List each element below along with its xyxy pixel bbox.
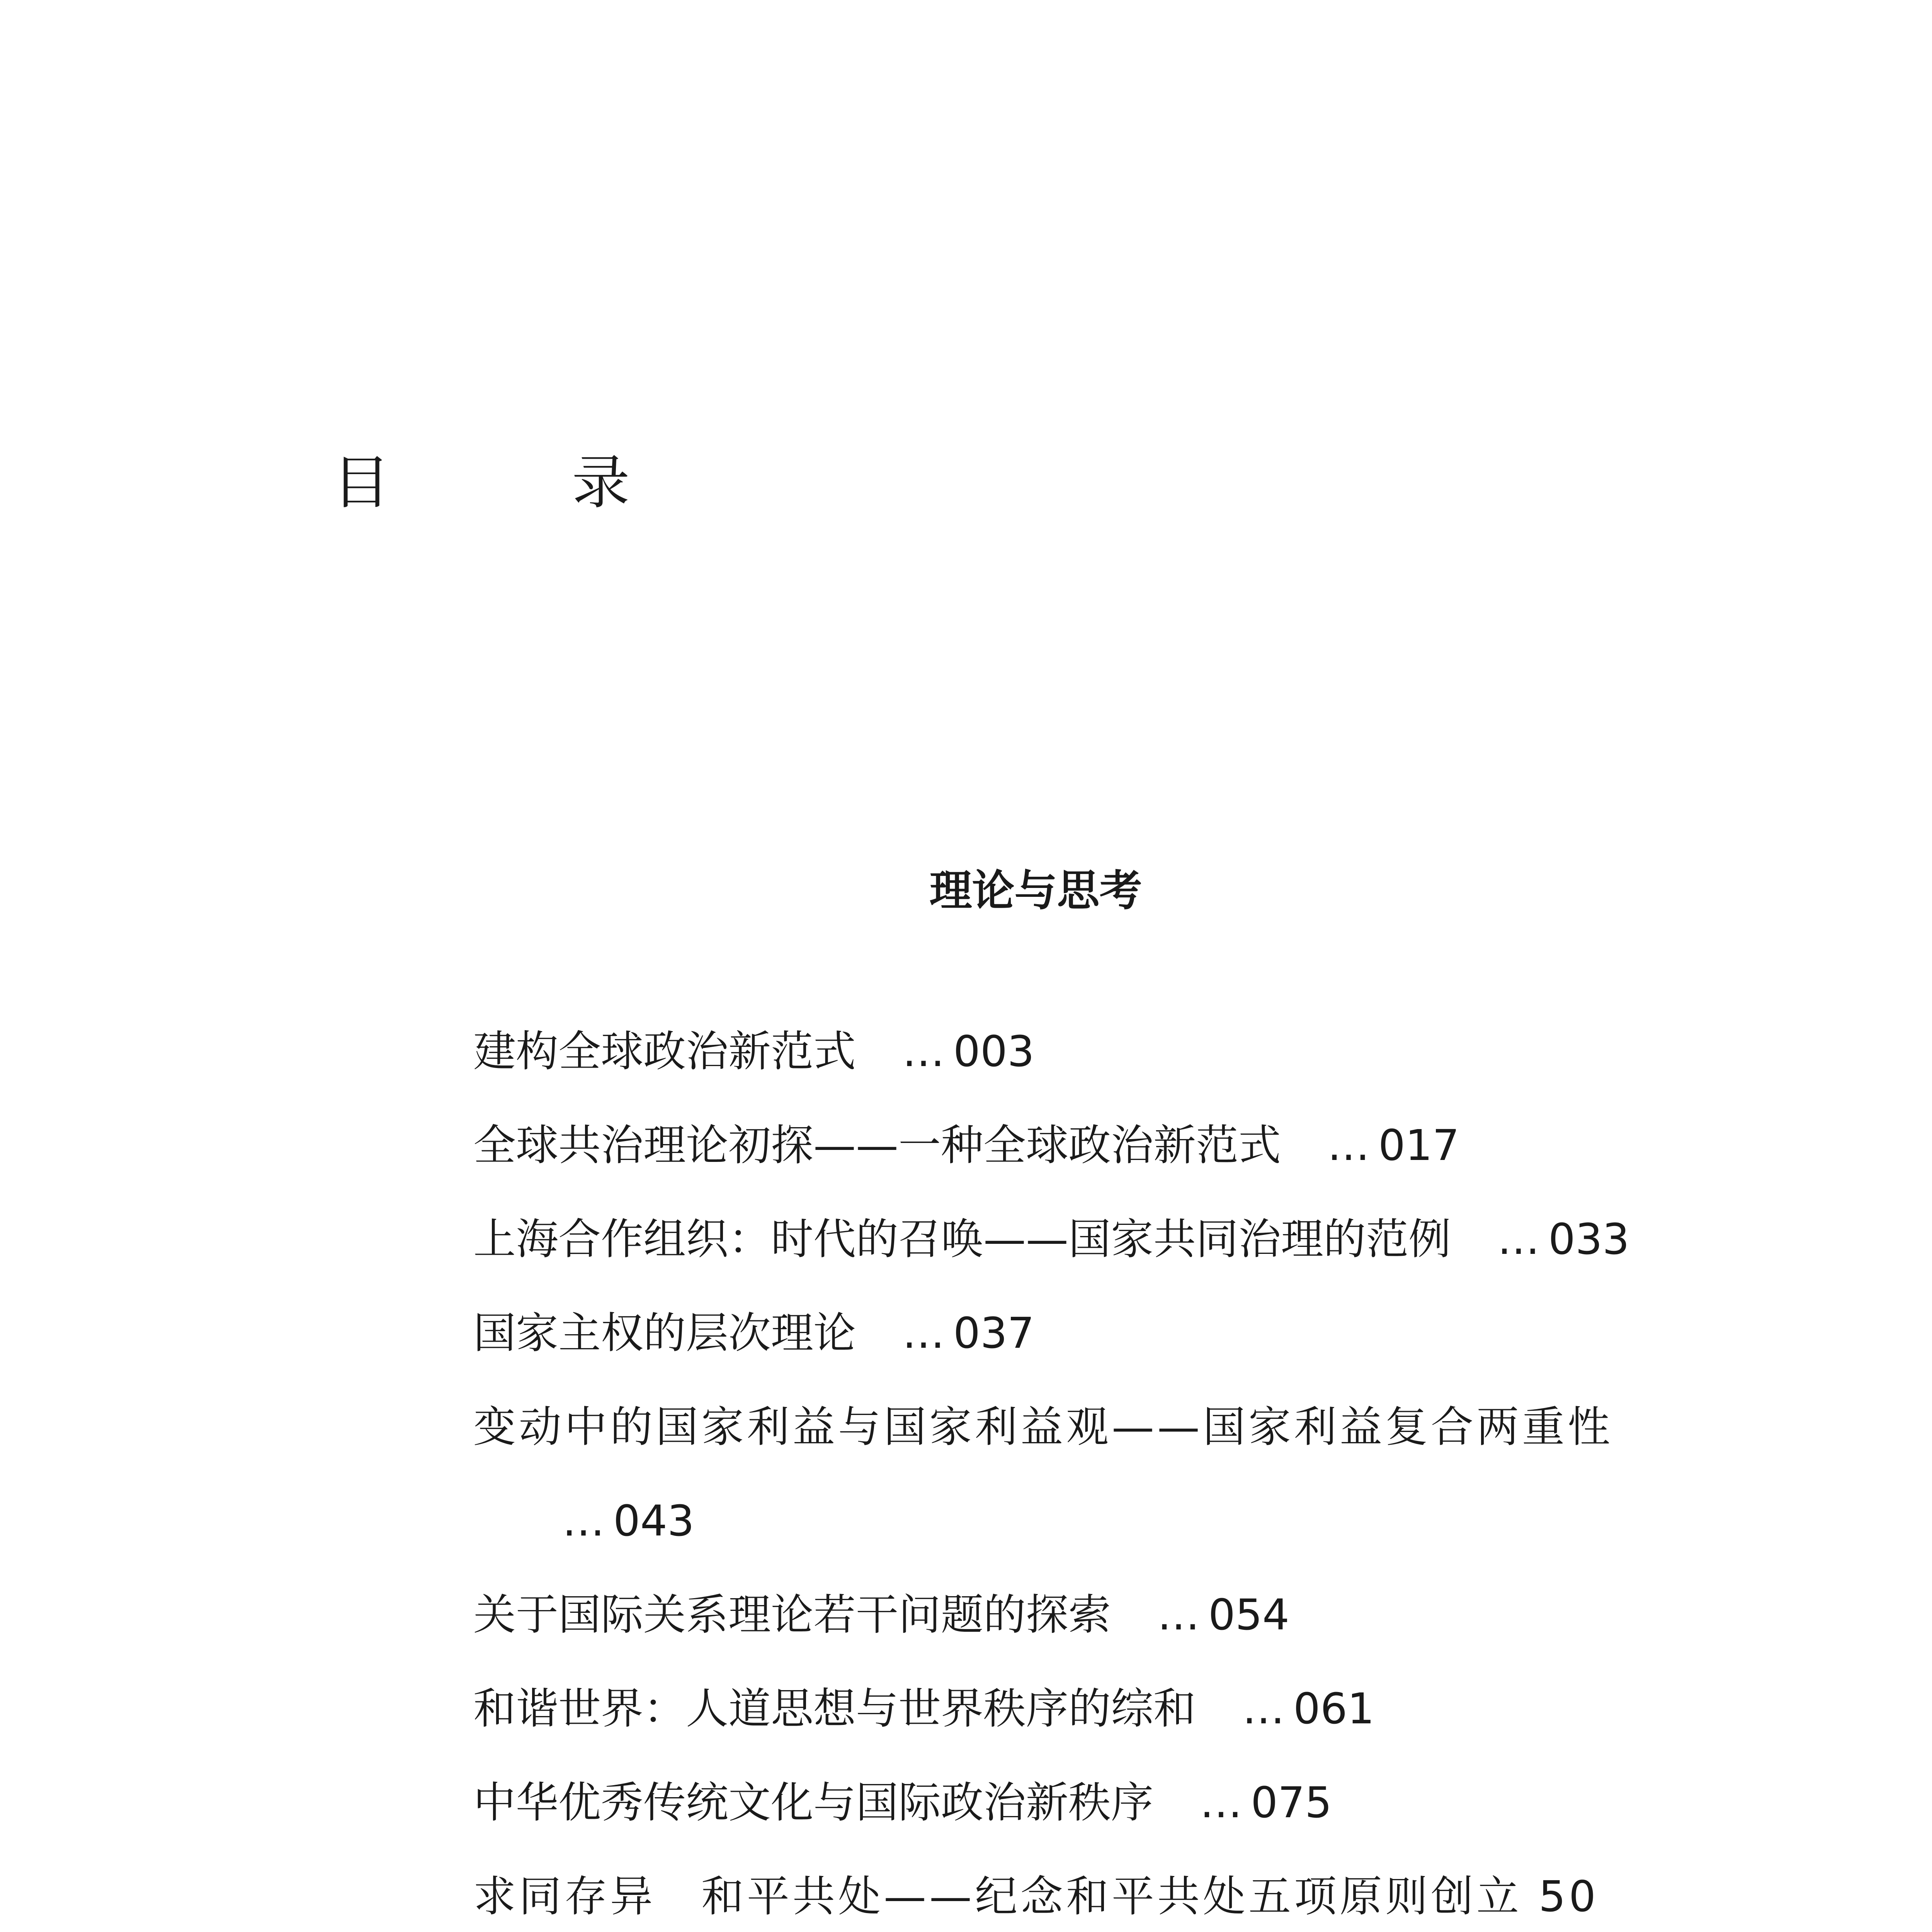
- toc-entry[interactable]: [473, 1192, 1864, 1286]
- toc-page-number: 033: [1548, 1214, 1629, 1264]
- toc-entry-continuation: [473, 1474, 1864, 1568]
- toc-entry-title: 建构全球政治新范式: [473, 1027, 856, 1076]
- toc-page-number: 037: [953, 1308, 1034, 1358]
- toc-entry-title: 关于国际关系理论若干问题的探索: [473, 1590, 1111, 1639]
- toc-entry-title: 全球共治理论初探——一种全球政治新范式: [473, 1121, 1281, 1170]
- toc-page-number: 043: [613, 1496, 694, 1546]
- toc-entry[interactable]: [473, 1568, 1864, 1662]
- toc-leader: …: [1327, 1121, 1370, 1170]
- toc-entry-title: 中华优秀传统文化与国际政治新秩序: [473, 1778, 1153, 1827]
- toc-page-number: 017: [1378, 1121, 1459, 1170]
- toc-entry[interactable]: [473, 1005, 1864, 1099]
- toc-entry[interactable]: [473, 1850, 1864, 1932]
- toc-entry-title: 变动中的国家利益与国家利益观——国家利益复合两重性: [473, 1402, 1613, 1452]
- toc-leader: …: [1200, 1778, 1242, 1827]
- toc-entry[interactable]: [473, 1662, 1864, 1756]
- toc-leader: …: [902, 1308, 945, 1358]
- page-title: 目 录: [332, 449, 692, 517]
- toc-leader: …: [902, 1027, 945, 1076]
- toc-page-number: 061: [1293, 1684, 1374, 1733]
- toc-page-number: 075: [1251, 1778, 1332, 1827]
- toc-entry-title: 求同存异 和平共处——纪念和平共处五项原则创立 50: [473, 1872, 1599, 1921]
- toc-page-number: 054: [1208, 1590, 1289, 1639]
- toc-entry-title: 国家主权的层次理论: [473, 1308, 856, 1358]
- toc-leader: …: [1242, 1684, 1285, 1733]
- toc-leader: …: [562, 1496, 605, 1546]
- toc-entry[interactable]: [473, 1099, 1864, 1192]
- toc-entry[interactable]: [473, 1756, 1864, 1850]
- toc-entry-title: 上海合作组织：时代的召唤——国家共同治理的范例: [473, 1214, 1451, 1264]
- toc-page-number: 003: [953, 1027, 1034, 1076]
- section-heading: 理论与思考: [929, 866, 1142, 915]
- table-of-contents: [473, 1005, 1864, 1932]
- toc-leader: …: [1157, 1590, 1200, 1639]
- toc-entry[interactable]: [473, 1380, 1864, 1568]
- toc-entry-title: 和谐世界：人道思想与世界秩序的综和: [473, 1684, 1196, 1733]
- toc-leader: …: [1497, 1214, 1540, 1264]
- toc-entry[interactable]: [473, 1286, 1864, 1380]
